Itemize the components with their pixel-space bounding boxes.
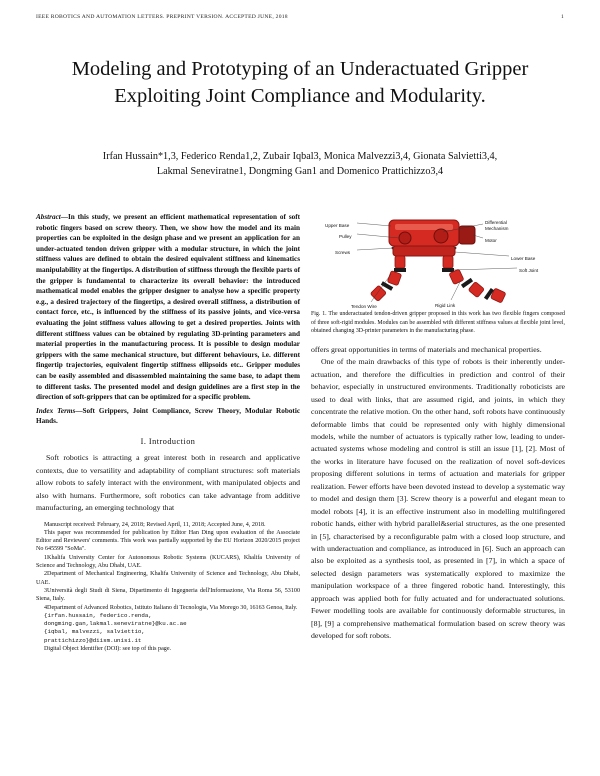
upper-base-shape (389, 220, 459, 246)
label-rigid-link: Rigid Link (435, 303, 456, 308)
intro-paragraph-1: Soft robotics is attracting a great interest both in research and applicative contexts, due to versatility and adaptability of compliant structures: soft materials allow robots to safely interact with the environment, with manipulated objects and also with humans. Furthermore, soft robotics can take advantage from additive manufacturing, an emerging technology that (36, 453, 300, 513)
footnote-affiliation-1: 1Khalifa University Center for Autonomous Robotic Systems (KUCARS), Khalifa University of Science and Technology, Abu Dhabi, UAE. (36, 554, 300, 570)
left-column (36, 212, 300, 653)
author-line-2: Lakmal Seneviratne1, Dongming Gan1 and Domenico Prattichizzo3,4 (156, 165, 444, 177)
footnote-affiliation-4: 4Department of Advanced Robotics, Istituto Italiano di Tecnologia, Via Morego 30, 16163 Genoa, Italy. (44, 604, 298, 611)
abstract-text: —In this study, we present an efficient mathematical representation of soft robotic fingers based on screw theory. Then, we show how the model and its main properties can be exploited in the design phase and we present an application for an under-actuated tendon driven gripper with a modular structure, in which the joint stiffness values are defined to obtain the desired equivalent stiffness and kinematics manipulability at the fingertips. A distribution of stiffness through the flexible parts of the gripper is fundamental to characterize its overall behavior: the introduced mathematical model enables the gripper designer to analyse how a specific property e.g., a desired trajectory of the fingertips, a desired overall stiffness, a distribution of contact force, etc., is influenced by the stiffness of its passive joints, and vice-versa evaluating the joint stiffness values allowing to get a desired properties. Joints with different stiffness values can be obtained by regulating 3D-printing parameters and material properties in the manufacturing process. It is possible to design modular grippers with the same mechanical structure, but different behaviours, i.e. different fingertip trajectories, equivalent fingertip stiffness ellipsoids etc.. Gripper modules can be easily assembled and disassembled maintaining the same base, to adapt them to different tasks. The presented model and design guidelines are a first step in the direction of soft-grippers that can be optimized for a specific problem. (36, 213, 300, 402)
author-line-1: Irfan Hussain*1,3, Federico Renda1,2, Zubair Iqbal3, Monica Malvezzi3,4, Gionata Salvietti3,4, (102, 151, 498, 162)
rigid-link-shape (395, 256, 405, 268)
right-finger (442, 256, 506, 303)
label-upper-base: Upper Base (325, 223, 350, 228)
label-differential: Differential (485, 220, 507, 225)
label-tendon-wire: Tendon Wire (351, 304, 377, 309)
footnote-emails-2: dongming.gan,lakmal.seneviratne}@ku.ac.ae (44, 620, 187, 628)
label-motor: Motor (485, 238, 497, 243)
label-screws: Screws (335, 250, 351, 255)
page-number: 1 (560, 14, 564, 20)
upper-base-highlight (395, 224, 453, 230)
figure-caption: Fig. 1. The underactuated tendon-driven gripper proposed in this work has two flexible fingers composed of three soft-rigid modules. Modules can be assembled with different stiffness values at flexible joint level, obtained changing 3D-printer parameters in the manufacturing phase. (311, 311, 565, 335)
label-soft-joint: Soft Joint (519, 268, 539, 273)
paper-title: Modeling and Prototyping of an Underactuated Gripper Exploiting Joint Compliance and Modularity. (71, 58, 529, 107)
left-finger (370, 256, 406, 301)
rigid-link-shape (387, 271, 401, 286)
author-list (40, 150, 560, 179)
footnote-affiliation-3: 3Università degli Studi di Siena, Dipartimento di Ingegneria dell'Informazione, Via Roma 56, 53100 Siena, Italy. (36, 587, 300, 603)
rigid-link-shape (443, 256, 453, 268)
lower-base-shape (393, 246, 455, 256)
rigid-link-shape (370, 285, 386, 301)
footnote-received: Manuscript received: February, 24, 2018; Revised April, 11, 2018; Accepted June, 4, 2018. (44, 521, 266, 528)
rigid-link-shape (468, 282, 484, 298)
label-lower-base: Lower Base (511, 256, 536, 261)
footnote-doi: Digital Object Identifier (DOI): see top of this page. (44, 646, 172, 653)
index-terms-text: —Soft Grippers, Joint Compliance, Screw Theory, Modular Robotic Hands. (36, 406, 301, 426)
pulley-shape (399, 232, 411, 244)
index-terms-label: Index Terms (36, 406, 76, 415)
figure-1 (311, 208, 565, 308)
right-paragraph-continued: offers great opportunities in terms of materials and mechanical properties. (311, 344, 542, 354)
soft-joint-shape (394, 268, 406, 272)
abstract-label: Abstract (36, 213, 61, 221)
footnote-recommended: This paper was recommended for publication by Editor Han Ding upon evaluation of the Associate Editor and Reviewers' comments. This work was partially supported by the EU Horizon 2020/2015 project No 645599 "SoMa". (36, 529, 300, 553)
abstract (36, 212, 300, 403)
running-header (36, 14, 564, 24)
footnotes (36, 521, 300, 654)
right-paragraph-2: One of the main drawbacks of this type of robots is their inherently under-actuation, and therefore the difficulties in prediction and control of their behavior, especially in unstructured environments. Traditionally roboticists are used to deal with links, that are assumed rigid, and joints, in which they concentrate the relative motion. On the other hand, soft robots have continuously deformable limbs that could be represented only with highly dimensional models, while the number of actuators is typically rather low, leading to under-actuated systems whose modeling and control is still an issue [1], [2]. Most of the works in literature have focused on the realization of novel soft-devices proposing different solutions in terms of actuation and materials for gripper realization. Fewer efforts have been devoted instead to develop a systematic way to model and design them [3]. Screw theory is a powerful and elegant mean to model robots [4], it is an effective instrument also in modelling multifingered robotic hands, either with hybrid parallel&serial structures, as the one presented in [5], characterised by a reconfigurable palm with a closed loop structure, and with underactuation and compliance, as introduced in [6]. Such an approach can also be exploited as a synthesis tool, as presented in [7], in which a space of selected design parameters was systematically explored to maximize the manipulation workspace of a three fingered robotic hand. Interestingly, this approach was applied both for fully actuated and for underactuated solutions. Fewer modelling tools are available for continuously deformable structures, in [8], [9] a comprehensive mathematical formulation based on screw theory was developed for soft robots. (311, 357, 565, 641)
index-terms (36, 406, 300, 427)
label-mechanism: Mechanism (485, 226, 509, 231)
label-pulley: Pulley (339, 234, 352, 239)
right-column (311, 208, 565, 643)
footnote-emails-1: {irfan.hussain, federico.renda, (44, 611, 152, 619)
section-heading-introduction: I. Introduction (140, 436, 196, 446)
differential-shape (434, 229, 448, 243)
footnote-emails-4: prattichizzo}@diism.unisi.it (44, 636, 142, 644)
motor-shape (459, 226, 475, 244)
footnote-emails-3: {iqbal, malvezzi, salviettio, (44, 628, 145, 636)
footnote-affiliation-2: 2Department of Mechanical Engineering, Khalifa University of Science and Technology, Abu Dhabi, UAE. (36, 571, 300, 586)
running-title: IEEE ROBOTICS AND AUTOMATION LETTERS. PREPRINT VERSION. ACCEPTED JUNE, 2018 (36, 14, 288, 20)
